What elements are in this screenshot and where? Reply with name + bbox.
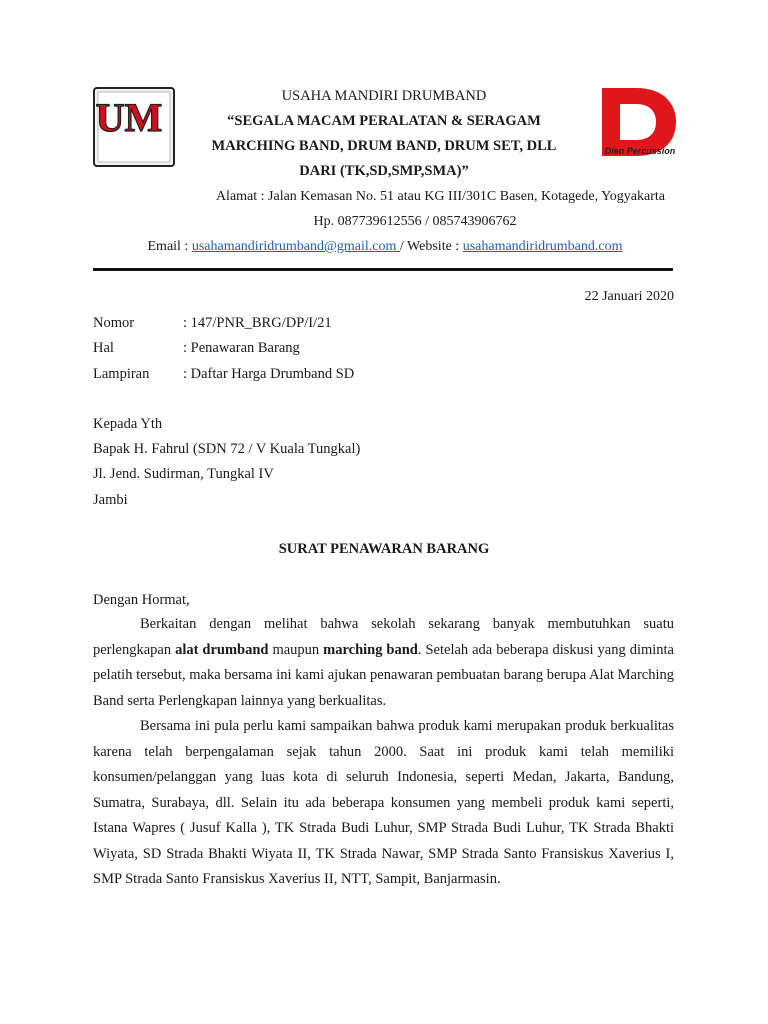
recipient-line-3: Jl. Jend. Sudirman, Tungkal IV — [93, 466, 274, 482]
logo-u-letter: UM — [95, 95, 163, 140]
meta-label-lampiran: Lampiran — [93, 366, 150, 382]
letter-title: SURAT PENAWARAN BARANG — [278, 541, 490, 557]
email-link[interactable]: usahamandiridrumband@gmail.com — [191, 239, 400, 254]
tagline-line-1: “SEGALA MACAM PERALATAN & SERAGAM — [227, 113, 541, 129]
dien-percussion-text: Dien Percussion — [604, 146, 676, 156]
p1-bold-drumband: alat drumband — [175, 641, 269, 658]
tagline-line-3: DARI (TK,SD,SMP,SMA)” — [299, 163, 469, 179]
contact-line — [90, 239, 680, 255]
company-address: Alamat : Jalan Kemasan No. 51 atau KG III/301C Basen, Kotagede, Yogyakarta — [215, 189, 665, 204]
meta-value-lampiran: : Daftar Harga Drumband SD — [183, 366, 355, 382]
recipient-line-2: Bapak H. Fahrul (SDN 72 / V Kuala Tungkal) — [93, 441, 361, 457]
website-link[interactable]: usahamandiridrumband.com — [462, 239, 623, 254]
paragraph-2: Bersama ini pula perlu kami sampaikan bahwa produk kami merupakan produk berkualitas karena telah berpengalaman sejak tahun 2000. Saat ini produk kami telah memiliki konsumen/pelanggan yang luas kota di seluruh Indonesia, seperti Medan, Jakarta, Bandung, Sumatra, Surabaya, dll. Selain itu ada beberapa konsumen yang membeli produk kami seperti, Istana Wapres ( Jusuf Kalla ), TK Strada Budi Luhur, SMP Strada Budi Luhur, TK Strada Bhakti Wiyata, SD Strada Bhakti Wiyata II, TK Strada Nawar, SMP Strada Santo Fransiskus Xaverius I, SMP Strada Santo Fransiskus Xaverius II, NTT, Sampit, Banjarmasin. — [93, 718, 674, 887]
letter-date: 22 Januari 2020 — [584, 289, 674, 304]
p1-text-a: Berkaitan dengan melihat bahwa sekolah sekarang banyak membutuhkan suatu perlengkapan — [93, 616, 674, 658]
um-logo — [93, 87, 175, 167]
letter-body — [93, 612, 674, 893]
d-logo-graphic — [598, 86, 678, 158]
recipient-line-1: Kepada Yth — [93, 416, 163, 432]
greeting: Dengan Hormat, — [93, 592, 190, 608]
website-label: / Website : — [399, 239, 463, 254]
meta-label-nomor: Nomor — [93, 315, 135, 331]
tagline-line-2: MARCHING BAND, DRUM BAND, DRUM SET, DLL — [211, 138, 557, 154]
recipient-line-4: Jambi — [93, 492, 128, 508]
header-divider — [93, 268, 673, 271]
meta-value-hal: : Penawaran Barang — [183, 340, 300, 356]
meta-value-nomor: : 147/PNR_BRG/DP/I/21 — [183, 315, 332, 331]
p1-text-c: maupun — [268, 641, 324, 658]
p1-bold-marching: marching band — [323, 641, 418, 658]
email-label: Email : — [147, 239, 192, 254]
company-phone: Hp. 087739612556 / 085743906762 — [313, 214, 517, 229]
paragraph-1 — [93, 612, 674, 714]
p1-text-e: . Setelah ada beberapa diskusi yang diminta pelatih tersebut, maka bersama ini kami ajukan penawaran pembuatan barang berupa Alat Marching Band serta Perlengkapan lainnya yang berkualitas. — [93, 641, 674, 709]
dien-percussion-logo — [598, 86, 678, 158]
um-logo-graphic — [95, 89, 173, 165]
company-name: USAHA MANDIRI DRUMBAND — [281, 88, 487, 104]
meta-label-hal: Hal — [93, 340, 114, 356]
